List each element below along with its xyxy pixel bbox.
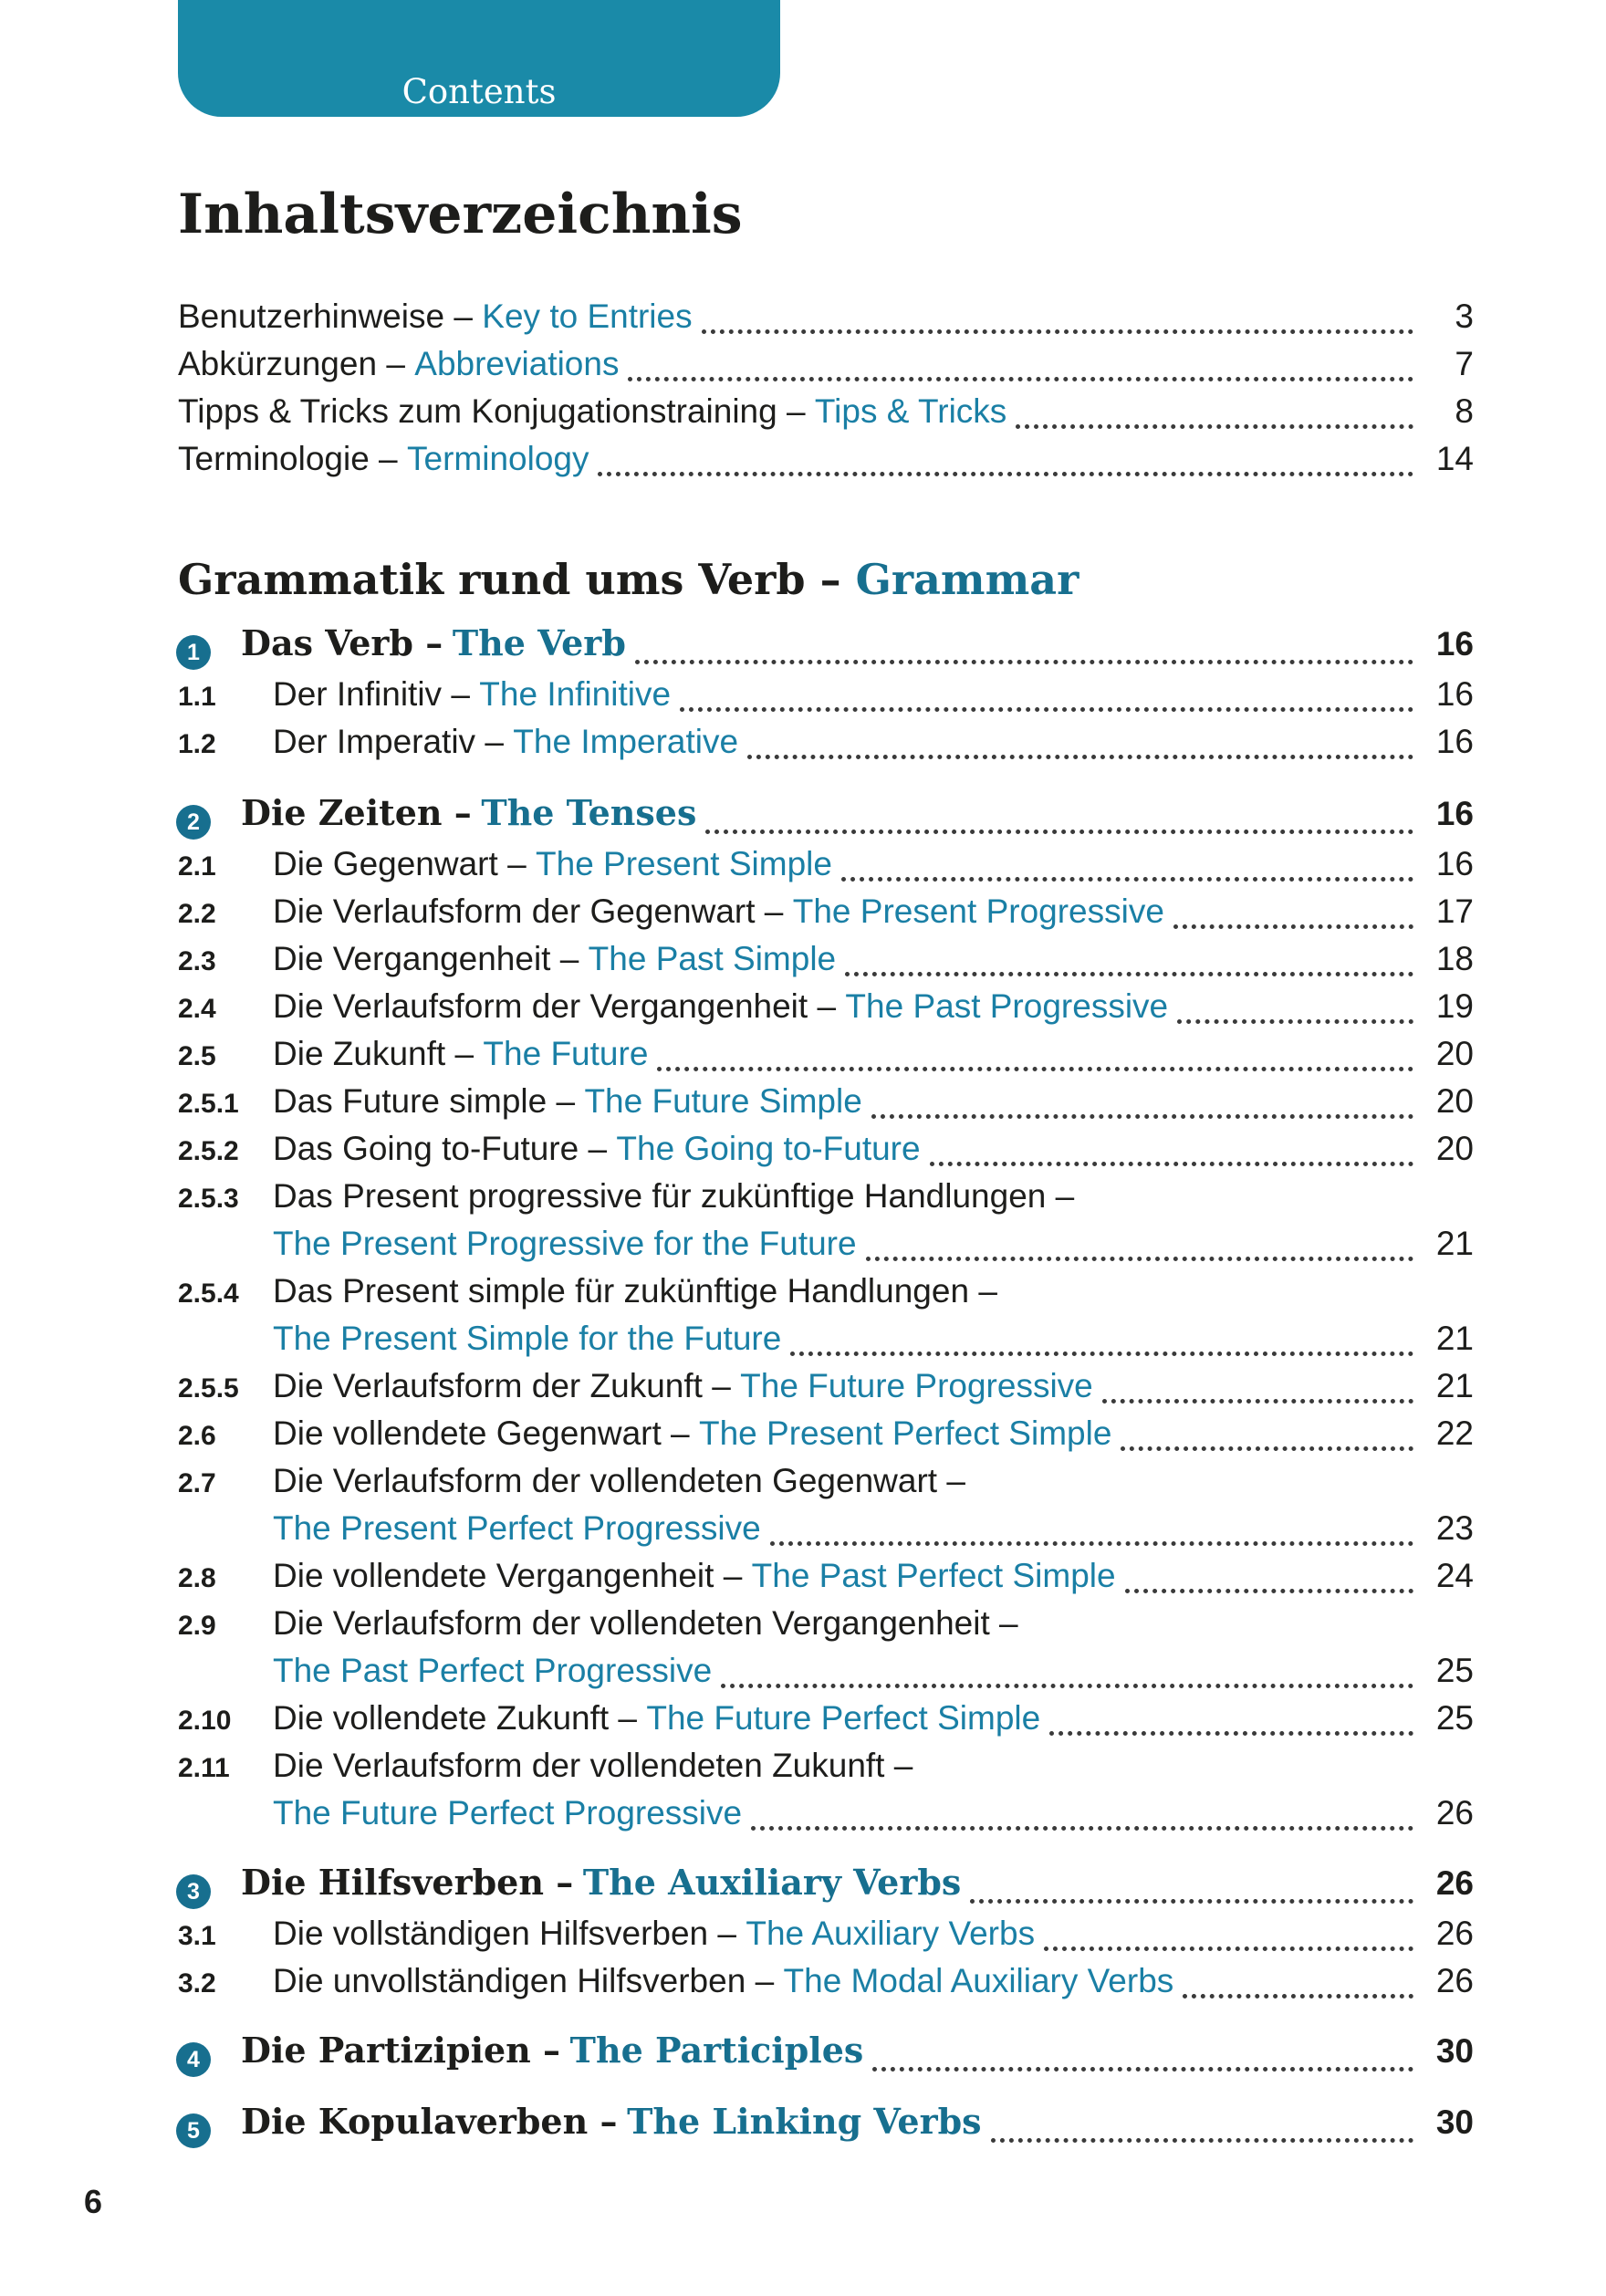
dot-leader bbox=[1049, 1731, 1413, 1736]
entry-number: 2.5.5 bbox=[178, 1373, 239, 1404]
toc-entry-link[interactable]: The Present Perfect Simple bbox=[698, 1414, 1112, 1452]
page-ref: 16 bbox=[1435, 625, 1474, 663]
toc-entry-link[interactable]: The Infinitive bbox=[479, 675, 672, 713]
entry-number: 2.3 bbox=[178, 946, 216, 976]
page-ref: 26 bbox=[1435, 1962, 1474, 1999]
chapter-entry[interactable]: 5 Die Kopulaverben – The Linking Verbs 30 bbox=[178, 2101, 1474, 2154]
toc-entry[interactable]: 2.5 Die Zukunft – The Future 20 bbox=[178, 1035, 1474, 1072]
toc-entry[interactable]: 2.5.3 Das Present progressive für zukünftige Handlungen – bbox=[178, 1177, 1075, 1215]
toc-entry-link[interactable]: The Tenses bbox=[481, 792, 697, 833]
dot-leader bbox=[1125, 1589, 1413, 1593]
dot-leader bbox=[991, 2138, 1413, 2143]
toc-entry-link[interactable]: The Future Perfect Simple bbox=[646, 1699, 1041, 1737]
page-ref: 30 bbox=[1435, 2103, 1474, 2141]
toc-entry[interactable]: 2.8 Die vollendete Vergangenheit – The Past Perfect Simple 24 bbox=[178, 1557, 1474, 1594]
toc-entry-link[interactable]: The Verb bbox=[452, 622, 626, 663]
dot-leader bbox=[751, 1826, 1413, 1831]
toc-entry-link[interactable]: Tips & Tricks bbox=[814, 392, 1007, 430]
page-ref: 16 bbox=[1435, 675, 1474, 713]
dot-leader bbox=[841, 877, 1413, 882]
page-ref: 16 bbox=[1435, 845, 1474, 882]
chapter-entry[interactable]: 1 Das Verb – The Verb 16 bbox=[178, 622, 1474, 675]
dot-leader bbox=[598, 472, 1413, 476]
dot-leader bbox=[721, 1684, 1413, 1688]
dot-leader bbox=[790, 1352, 1413, 1356]
page-ref: 25 bbox=[1435, 1699, 1474, 1737]
entry-number: 2.9 bbox=[178, 1611, 216, 1641]
dot-leader bbox=[845, 972, 1413, 976]
dot-leader bbox=[866, 1257, 1413, 1261]
entry-number: 3.2 bbox=[178, 1968, 216, 1999]
toc-entry[interactable]: Terminologie – Terminology 14 bbox=[178, 440, 1474, 477]
toc-entry-link[interactable]: The Present Simple for the Future bbox=[273, 1320, 782, 1357]
entry-number: 2.10 bbox=[178, 1706, 232, 1736]
dot-leader bbox=[1016, 424, 1413, 429]
page-ref: 19 bbox=[1435, 987, 1474, 1025]
chapter-list bbox=[178, 622, 1474, 2154]
toc-entry[interactable]: 2.5.4 Das Present simple für zukünftige Handlungen – bbox=[178, 1272, 997, 1310]
toc-entry-continuation[interactable] bbox=[178, 1794, 1474, 1842]
toc-entry[interactable]: Tipps & Tricks zum Konjugationstraining – Tips & Tricks 8 bbox=[178, 392, 1474, 430]
page-ref: 7 bbox=[1455, 345, 1474, 382]
dot-leader bbox=[1102, 1399, 1413, 1404]
toc-entry[interactable]: 2.5.5 Die Verlaufsform der Zukunft – The Future Progressive 21 bbox=[178, 1367, 1474, 1404]
toc-entry[interactable]: 2.7 Die Verlaufsform der vollendeten Gegenwart – bbox=[178, 1462, 965, 1499]
toc-entry-continuation[interactable] bbox=[178, 1652, 1474, 1699]
dot-leader bbox=[1183, 1994, 1413, 1999]
chapter-entry[interactable]: 4 Die Partizipien – The Participles 30 bbox=[178, 2030, 1474, 2082]
dot-leader bbox=[702, 329, 1413, 334]
toc-entry-link[interactable]: The Imperative bbox=[513, 723, 739, 760]
dot-leader bbox=[635, 660, 1413, 664]
entry-number: 2.5.4 bbox=[178, 1278, 239, 1309]
page-ref: 24 bbox=[1435, 1557, 1474, 1594]
dot-leader bbox=[1044, 1946, 1413, 1951]
page-ref: 18 bbox=[1435, 940, 1474, 977]
toc-entry[interactable]: 2.9 Die Verlaufsform der vollendeten Vergangenheit – bbox=[178, 1604, 1018, 1642]
toc-entry[interactable]: 2.3 Die Vergangenheit – The Past Simple 18 bbox=[178, 940, 1474, 977]
chapter-entry[interactable]: 2 Die Zeiten – The Tenses 16 bbox=[178, 792, 1474, 845]
toc-entry-link[interactable]: The Auxiliary Verbs bbox=[746, 1915, 1036, 1952]
intro-list bbox=[178, 297, 1474, 487]
toc-entry-link[interactable]: The Present Progressive bbox=[792, 892, 1164, 930]
toc-entry-link[interactable]: The Future Simple bbox=[584, 1082, 862, 1120]
toc-entry-link[interactable]: The Future Progressive bbox=[740, 1367, 1093, 1404]
page-ref: 8 bbox=[1455, 392, 1474, 430]
page-number: 6 bbox=[84, 2183, 103, 2220]
chapter-number-badge: 1 bbox=[176, 635, 211, 670]
toc-entry-link[interactable]: The Past Perfect Simple bbox=[751, 1557, 1116, 1594]
entry-number: 2.2 bbox=[178, 899, 216, 929]
dot-leader bbox=[628, 377, 1413, 381]
dot-leader bbox=[1173, 924, 1413, 929]
entry-number: 2.5.1 bbox=[178, 1089, 239, 1119]
dot-leader bbox=[770, 1541, 1413, 1546]
toc-entry-link[interactable]: The Past Perfect Progressive bbox=[273, 1652, 713, 1689]
toc-entry-link[interactable]: The Present Perfect Progressive bbox=[273, 1509, 761, 1547]
dot-leader bbox=[657, 1067, 1413, 1071]
page-ref: 23 bbox=[1435, 1509, 1474, 1547]
toc-entry-continuation[interactable] bbox=[178, 1225, 1474, 1272]
page-ref: 26 bbox=[1435, 1794, 1474, 1832]
toc-entry-continuation[interactable] bbox=[178, 1320, 1474, 1367]
entry-number: 3.1 bbox=[178, 1921, 216, 1951]
page-ref: 26 bbox=[1435, 1864, 1474, 1902]
toc-entry-link[interactable]: The Going to-Future bbox=[616, 1130, 921, 1167]
toc-entry-link[interactable]: The Linking Verbs bbox=[627, 2101, 982, 2142]
toc-entry[interactable]: 2.10 Die vollendete Zukunft – The Future Perfect Simple 25 bbox=[178, 1699, 1474, 1737]
toc-entry[interactable]: 2.1 Die Gegenwart – The Present Simple 16 bbox=[178, 845, 1474, 882]
page-title: Inhaltsverzeichnis bbox=[178, 183, 743, 246]
entry-number: 2.5.2 bbox=[178, 1136, 239, 1166]
entry-number: 2.7 bbox=[178, 1468, 216, 1498]
toc-entry[interactable]: Abkürzungen – Abbreviations 7 bbox=[178, 345, 1474, 382]
toc-entry[interactable]: Benutzerhinweise – Key to Entries 3 bbox=[178, 297, 1474, 335]
section-heading: Grammatik rund ums Verb – Grammar bbox=[178, 555, 1079, 604]
toc-entry[interactable]: 1.2 Der Imperativ – The Imperative 16 bbox=[178, 723, 1474, 760]
toc-entry[interactable]: 1.1 Der Infinitiv – The Infinitive 16 bbox=[178, 675, 1474, 713]
entry-number: 2.11 bbox=[178, 1753, 230, 1783]
entry-number: 2.8 bbox=[178, 1563, 216, 1593]
page-ref: 16 bbox=[1435, 795, 1474, 832]
section-tab-label: Contents bbox=[402, 72, 557, 111]
page-ref: 16 bbox=[1435, 723, 1474, 760]
page-ref: 3 bbox=[1455, 297, 1474, 335]
toc-entry[interactable]: 2.6 Die vollendete Gegenwart – The Present Perfect Simple 22 bbox=[178, 1414, 1474, 1452]
toc-entry-link[interactable]: The Future bbox=[483, 1035, 649, 1072]
toc-entry[interactable]: 2.2 Die Verlaufsform der Gegenwart – The Present Progressive 17 bbox=[178, 892, 1474, 930]
toc-entry-link[interactable]: Terminology bbox=[407, 440, 589, 477]
dot-leader bbox=[705, 830, 1413, 834]
chapter-number-badge: 5 bbox=[176, 2113, 211, 2148]
toc-entry[interactable]: 2.11 Die Verlaufsform der vollendeten Zukunft – bbox=[178, 1747, 913, 1784]
page-ref: 21 bbox=[1435, 1225, 1474, 1262]
toc-entry-link[interactable]: The Past Simple bbox=[588, 940, 837, 977]
dot-leader bbox=[970, 1899, 1413, 1904]
toc-entry-link[interactable]: The Past Progressive bbox=[845, 987, 1169, 1025]
toc-entry[interactable]: 2.5.2 Das Going to-Future – The Going to-Future 20 bbox=[178, 1130, 1474, 1167]
page-ref: 20 bbox=[1435, 1130, 1474, 1167]
chapter-number-badge: 3 bbox=[176, 1874, 211, 1909]
toc-entry-link[interactable]: The Modal Auxiliary Verbs bbox=[783, 1962, 1174, 1999]
page-ref: 20 bbox=[1435, 1082, 1474, 1120]
page-ref: 22 bbox=[1435, 1414, 1474, 1452]
toc-entry-link[interactable]: The Participles bbox=[569, 2030, 864, 2071]
page-ref: 21 bbox=[1435, 1367, 1474, 1404]
dot-leader bbox=[747, 755, 1413, 759]
dot-leader bbox=[930, 1162, 1413, 1166]
dot-leader bbox=[872, 2067, 1413, 2072]
page-ref: 30 bbox=[1435, 2032, 1474, 2070]
entry-number: 1.2 bbox=[178, 729, 216, 759]
chapter-entry[interactable]: 3 Die Hilfsverben – The Auxiliary Verbs 26 bbox=[178, 1862, 1474, 1915]
page-ref: 26 bbox=[1435, 1915, 1474, 1952]
section-tab bbox=[178, 0, 780, 117]
toc-entry-link[interactable]: The Present Simple bbox=[536, 845, 832, 882]
toc-entry[interactable]: 2.5.1 Das Future simple – The Future Simple 20 bbox=[178, 1082, 1474, 1120]
chapter-number-badge: 4 bbox=[176, 2042, 211, 2077]
toc-entry[interactable]: 2.4 Die Verlaufsform der Vergangenheit – The Past Progressive 19 bbox=[178, 987, 1474, 1025]
toc-entry-continuation[interactable] bbox=[178, 1509, 1474, 1557]
toc-entry-link[interactable]: Key to Entries bbox=[482, 297, 693, 335]
toc-entry-link[interactable]: Abbreviations bbox=[414, 345, 620, 382]
entry-number: 2.5 bbox=[178, 1041, 216, 1071]
toc-entry-link[interactable]: The Future Perfect Progressive bbox=[273, 1794, 743, 1832]
page-ref: 20 bbox=[1435, 1035, 1474, 1072]
dot-leader bbox=[680, 707, 1413, 712]
entry-number: 2.1 bbox=[178, 851, 216, 882]
page-ref: 25 bbox=[1435, 1652, 1474, 1689]
dot-leader bbox=[1177, 1019, 1413, 1024]
toc-entry-link[interactable]: The Present Progressive for the Future bbox=[273, 1225, 857, 1262]
page-ref: 17 bbox=[1435, 892, 1474, 930]
dot-leader bbox=[1121, 1446, 1413, 1451]
chapter-number-badge: 2 bbox=[176, 805, 211, 840]
toc-entry[interactable]: 3.2 Die unvollständigen Hilfsverben – The Modal Auxiliary Verbs 26 bbox=[178, 1962, 1474, 1999]
entry-number: 2.6 bbox=[178, 1421, 216, 1451]
entry-number: 2.5.3 bbox=[178, 1184, 239, 1214]
page-ref: 21 bbox=[1435, 1320, 1474, 1357]
entry-number: 2.4 bbox=[178, 994, 216, 1024]
page-ref: 14 bbox=[1435, 440, 1474, 477]
toc-entry-link[interactable]: The Auxiliary Verbs bbox=[582, 1862, 962, 1903]
toc-entry[interactable]: 3.1 Die vollständigen Hilfsverben – The Auxiliary Verbs 26 bbox=[178, 1915, 1474, 1952]
entry-number: 1.1 bbox=[178, 682, 216, 712]
dot-leader bbox=[871, 1114, 1413, 1119]
